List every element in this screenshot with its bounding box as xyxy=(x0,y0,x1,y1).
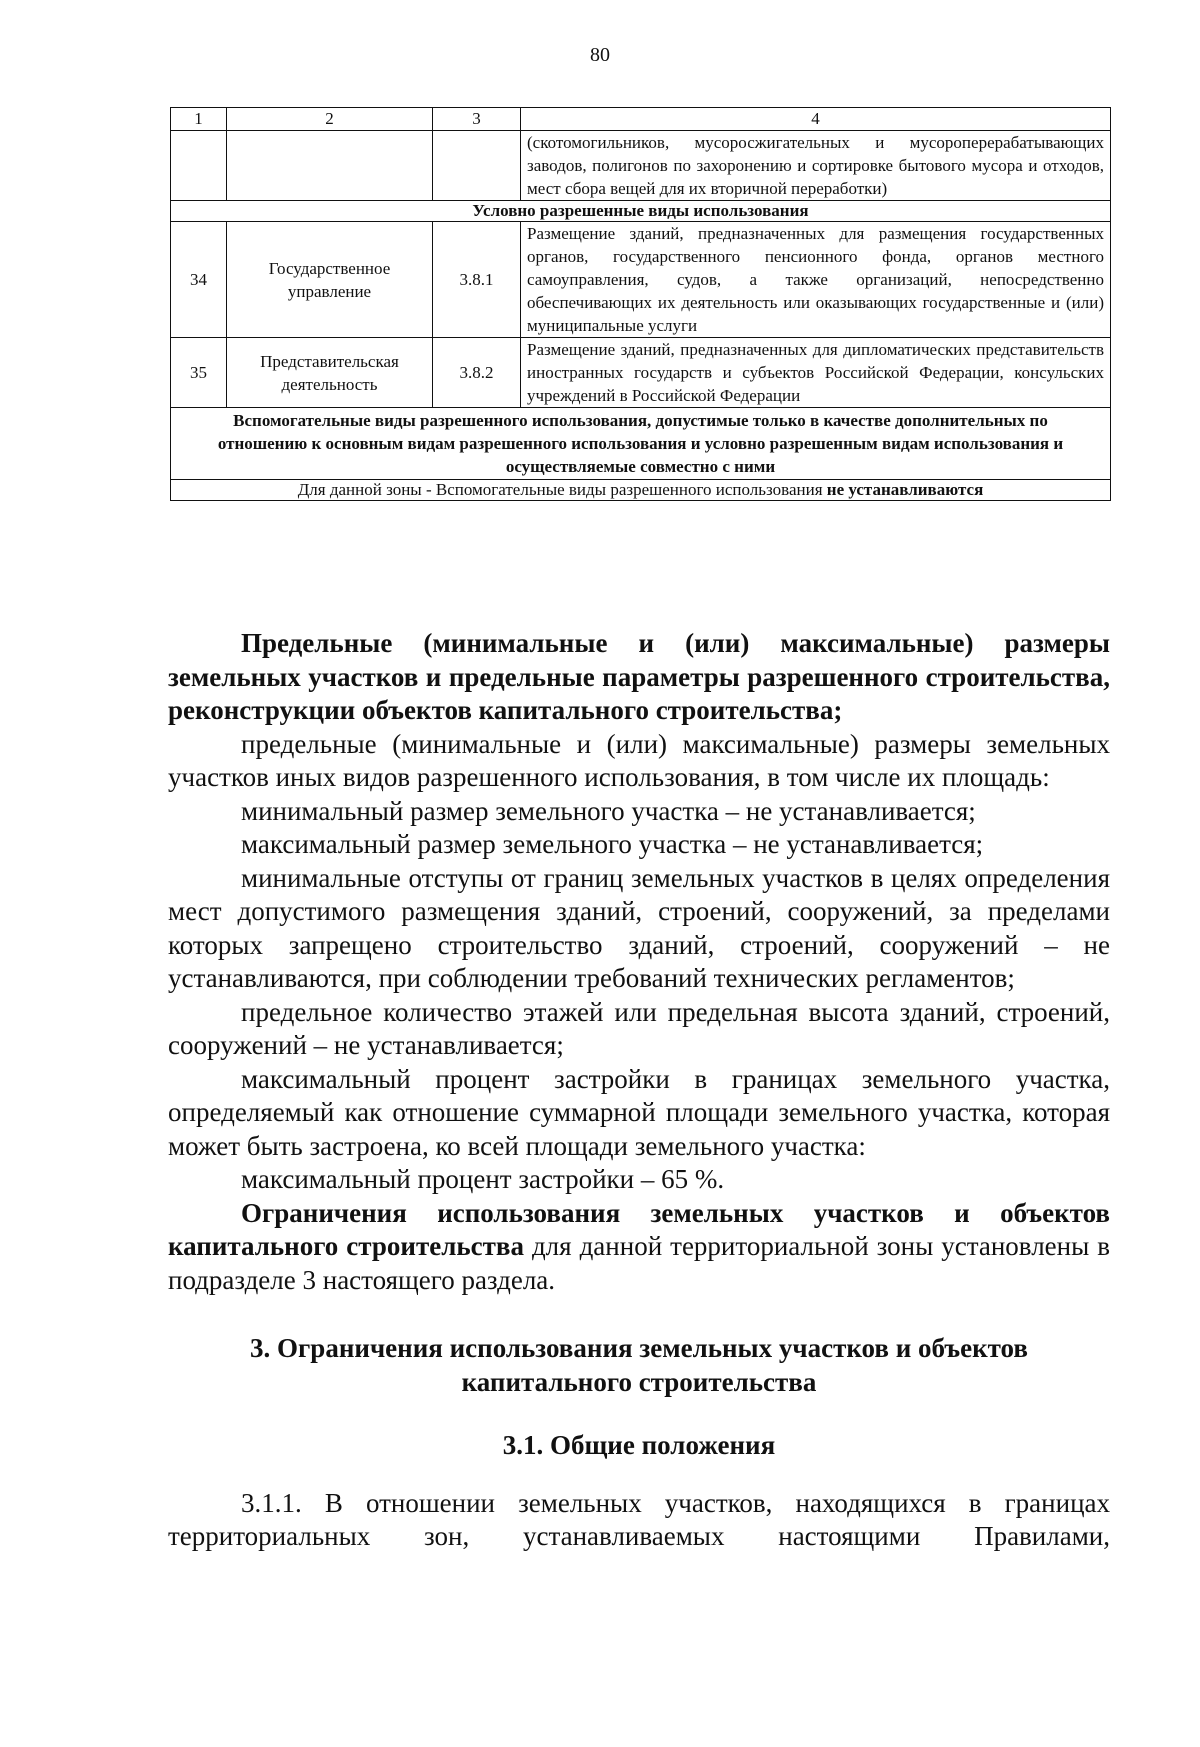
header-col-4: 4 xyxy=(521,108,1111,131)
paragraph: максимальный процент застройки в границах земельного участка, определяемый как отношение суммарной площади земельного участка, которая может быть застроена, ко всей площади земельного участка: xyxy=(168,1063,1110,1161)
table-row xyxy=(171,131,1111,201)
header-col-3: 3 xyxy=(433,108,521,131)
note-prefix: Для данной зоны - Вспомогательные виды разрешенного использования xyxy=(297,480,827,499)
use-code: 3.8.1 xyxy=(433,222,521,338)
paragraph: минимальные отступы от границ земельных участков в целях определения мест допустимого размещения зданий, строений, сооружений, за пределами которых запрещено строительство зданий, строений, сооружений – не устанавливаются, при соблюдении требований технических регламентов; xyxy=(168,862,1110,993)
use-description: Размещение зданий, предназначенных для размещения государственных органов, государственного пенсионного фонда, органов местного самоуправления, судов, а также организаций, непосредственно обеспечивающих их деятельность или оказывающих государственные и (или) муниципальные услуги xyxy=(521,222,1111,338)
paragraph: 3.1.1. В отношении земельных участков, находящихся в границах территориальных зон, устанавливаемых настоящими Правилами, xyxy=(168,1487,1110,1551)
header-col-2: 2 xyxy=(227,108,433,131)
paragraph: минимальный размер земельного участка – не устанавливается; xyxy=(241,795,976,826)
row-number: 35 xyxy=(171,338,227,408)
land-use-table xyxy=(170,107,1111,501)
row-number: 34 xyxy=(171,222,227,338)
table-note-row xyxy=(171,480,1111,501)
paragraph: максимальный размер земельного участка – не устанавливается; xyxy=(241,829,984,859)
page-number: 80 xyxy=(590,44,610,66)
continuation-cell: (скотомогильников, мусоросжигательных и мусороперерабатывающих заводов, полигонов по захоронению и сортировке бытового мусора и отходов, мест сбора вещей для их вторичной переработки) xyxy=(521,131,1111,201)
use-code: 3.8.2 xyxy=(433,338,521,408)
table-section-row xyxy=(171,201,1111,222)
restrictions-rest: для данной территориальной зоны установлены в подразделе 3 настоящего раздела. xyxy=(168,1231,1110,1295)
limits-heading: Предельные (минимальные и (или) максимальные) размеры земельных участков и предельные параметры разрешенного строительства, реконструкции объектов капитального строительства; xyxy=(168,628,1110,725)
use-name: Представительская деятельность xyxy=(227,338,433,408)
table-row xyxy=(171,338,1111,408)
conditional-uses-title: Условно разрешенные виды использования xyxy=(171,201,1111,222)
subsection-heading: 3.1. Общие положения xyxy=(502,1430,776,1460)
paragraph: предельные (минимальные и (или) максимальные) размеры земельных участков иных видов разрешенного использования, в том числе их площадь: xyxy=(168,728,1110,792)
table-header-row xyxy=(171,108,1111,131)
table-row xyxy=(171,222,1111,338)
note-bold: не устанавливаются xyxy=(826,480,984,499)
section-heading: 3. Ограничения использования земельных участков и объектов капитального строительства xyxy=(250,1333,1028,1397)
auxiliary-note xyxy=(171,480,1111,501)
use-description: Размещение зданий, предназначенных для дипломатических представительств иностранных государств и субъектов Российской Федерации, консульских учреждений в Российской Федерации xyxy=(521,338,1111,408)
restrictions-paragraph xyxy=(168,1197,1110,1298)
main-text xyxy=(168,627,1110,1554)
paragraph: предельное количество этажей или предельная высота зданий, строений, сооружений – не устанавливается; xyxy=(168,996,1110,1060)
header-col-1: 1 xyxy=(171,108,227,131)
paragraph: максимальный процент застройки – 65 %. xyxy=(241,1164,725,1194)
auxiliary-uses-title: Вспомогательные виды разрешенного использования, допустимые только в качестве дополнительных по отношению к основным видам разрешенного использования и условно разрешенным видам использования и осуществляемые совместно с ними xyxy=(171,408,1111,480)
table-section-row xyxy=(171,408,1111,480)
restrictions-bold: Ограничения использования земельных участков и объектов капитального строительства xyxy=(168,1197,1110,1261)
use-name: Государственное управление xyxy=(227,222,433,338)
